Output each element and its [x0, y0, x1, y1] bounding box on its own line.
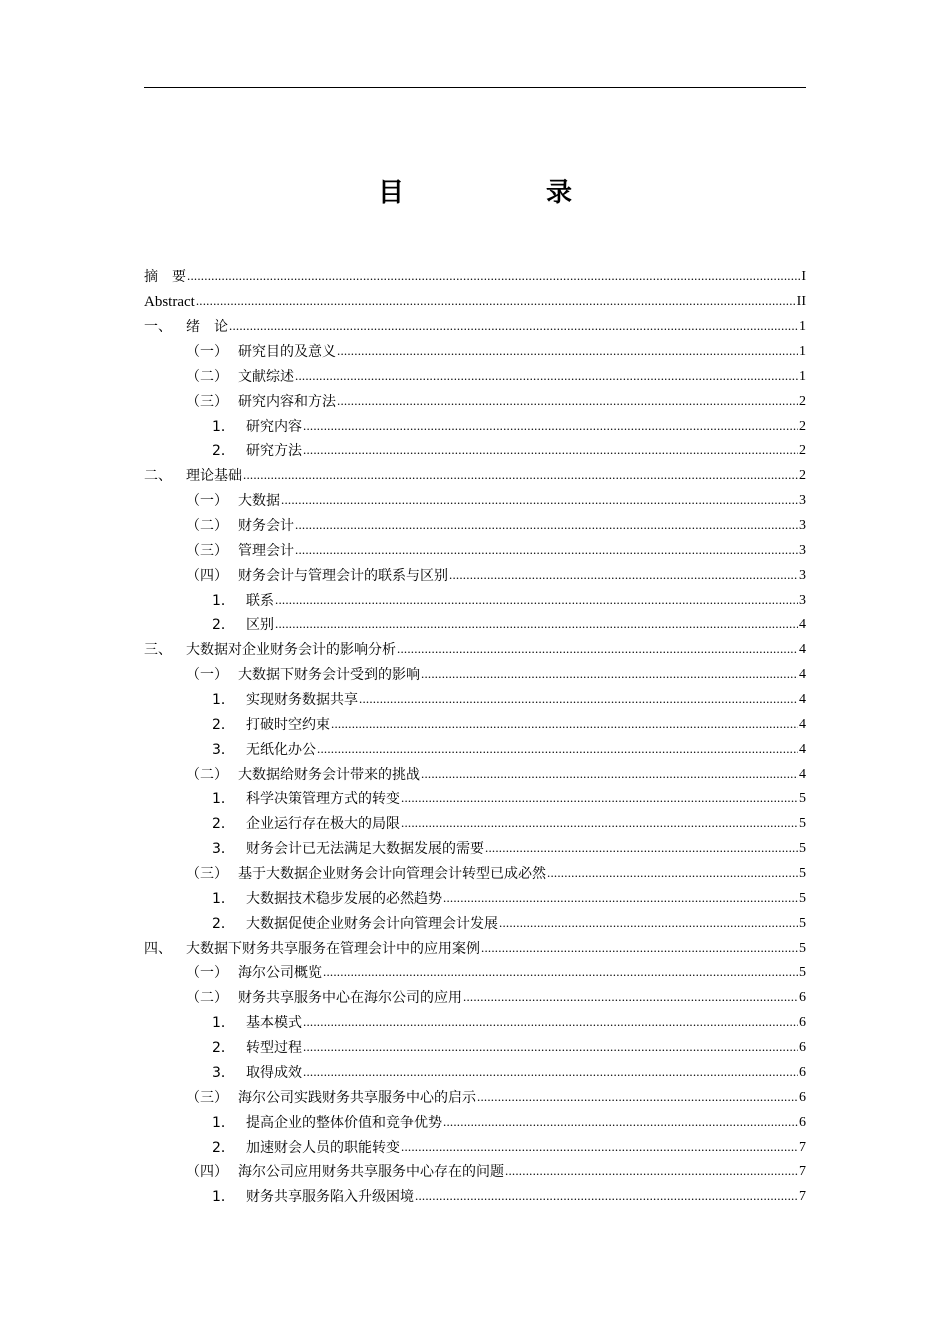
toc-entry[interactable]: [144, 812, 806, 837]
toc-entry-page-number: 7: [799, 1164, 806, 1180]
toc-entry-number: （三）: [186, 542, 228, 559]
toc-entry-page-number: 3: [799, 542, 806, 558]
dot-leader: [397, 643, 798, 657]
toc-entry-number: 1．: [212, 890, 235, 907]
dot-leader: [499, 917, 798, 931]
toc-entry[interactable]: [144, 712, 806, 737]
toc-entry-label: 研究内容: [246, 418, 302, 435]
toc-entry-label: 理论基础: [186, 468, 242, 485]
toc-entry[interactable]: [144, 1085, 806, 1110]
toc-entry-number: 2．: [212, 816, 235, 833]
toc-entry-page-number: 5: [799, 866, 806, 882]
toc-entry-number: （二）: [186, 766, 228, 783]
dot-leader: [281, 494, 798, 508]
toc-entry-page-number: 7: [799, 1139, 806, 1155]
dot-leader: [303, 420, 798, 434]
toc-entry-page-number: 4: [799, 667, 806, 683]
header-rule: [144, 87, 806, 88]
toc-entry[interactable]: [144, 588, 806, 613]
toc-entry-number: 3．: [212, 741, 235, 758]
dot-leader: [359, 693, 798, 707]
toc-entry[interactable]: [144, 489, 806, 514]
dot-leader: [485, 842, 798, 856]
dot-leader: [401, 792, 798, 806]
toc-entry-number: （三）: [186, 393, 228, 410]
toc-entry[interactable]: [144, 464, 806, 489]
toc-entry-label: 文献综述: [238, 368, 294, 385]
toc-entry-label: 财务会计与管理会计的联系与区别: [238, 567, 448, 584]
toc-entry[interactable]: [144, 762, 806, 787]
dot-leader: [303, 1016, 798, 1030]
toc-entry-label: 大数据给财务会计带来的挑战: [238, 766, 420, 783]
toc-entry-label: 摘 要: [144, 269, 186, 286]
toc-entry-page-number: 4: [799, 617, 806, 633]
toc-entry[interactable]: [144, 787, 806, 812]
toc-entry-page-number: II: [796, 294, 806, 310]
toc-entry-label: 转型过程: [246, 1040, 302, 1057]
dot-leader: [196, 295, 796, 309]
toc-entry-page-number: I: [801, 269, 806, 285]
toc-entry[interactable]: [144, 364, 806, 389]
toc-entry-label: 财务会计: [238, 518, 294, 535]
toc-entry-page-number: 5: [799, 841, 806, 857]
toc-entry-number: （三）: [186, 866, 228, 883]
toc-entry[interactable]: [144, 265, 806, 290]
toc-entry-page-number: 7: [799, 1189, 806, 1205]
toc-entry[interactable]: [144, 414, 806, 439]
dot-leader: [421, 768, 798, 782]
toc-entry-page-number: 5: [799, 890, 806, 906]
toc-entry-label: 研究内容和方法: [238, 393, 336, 410]
toc-entry[interactable]: [144, 986, 806, 1011]
dot-leader: [337, 345, 798, 359]
toc-entry-label: 取得成效: [246, 1064, 302, 1081]
toc-entry[interactable]: [144, 1061, 806, 1086]
toc-entry-label: 财务会计已无法满足大数据发展的需要: [246, 841, 484, 858]
toc-entry-label: 海尔公司应用财务共享服务中心存在的问题: [238, 1164, 504, 1181]
toc-entry-label: 财务共享服务陷入升级困境: [246, 1189, 414, 1206]
toc-entry[interactable]: [144, 688, 806, 713]
toc-entry-page-number: 4: [799, 716, 806, 732]
toc-entry[interactable]: [144, 563, 806, 588]
toc-entry[interactable]: [144, 886, 806, 911]
toc-entry[interactable]: [144, 340, 806, 365]
toc-entry-page-number: 1: [799, 368, 806, 384]
dot-leader: [415, 1190, 798, 1204]
dot-leader: [295, 370, 798, 384]
toc-entry[interactable]: [144, 439, 806, 464]
dot-leader: [449, 569, 798, 583]
toc-entry-page-number: 6: [799, 1089, 806, 1105]
dot-leader: [229, 320, 798, 334]
toc-entry-number: （二）: [186, 990, 228, 1007]
toc-entry-label: 大数据下财务共享服务在管理会计中的应用案例: [186, 940, 480, 957]
toc-entry-number: （四）: [186, 1164, 228, 1181]
toc-entry-page-number: 6: [799, 1114, 806, 1130]
toc-entry-number: 1．: [212, 791, 235, 808]
toc-entry[interactable]: [144, 315, 806, 340]
toc-entry-number: 2．: [212, 1139, 235, 1156]
dot-leader: [443, 1116, 798, 1130]
toc-entry-label: 联系: [246, 592, 274, 609]
toc-entry-number: 3．: [212, 841, 235, 858]
dot-leader: [443, 892, 798, 906]
dot-leader: [303, 444, 798, 458]
dot-leader: [275, 618, 798, 632]
toc-entry[interactable]: [144, 638, 806, 663]
toc-entry-label: Abstract: [144, 293, 195, 310]
dot-leader: [331, 718, 798, 732]
toc-entry[interactable]: [144, 389, 806, 414]
toc-entry[interactable]: [144, 837, 806, 862]
toc-entry-label: 加速财会人员的职能转变: [246, 1139, 400, 1156]
toc-entry-label: 大数据技术稳步发展的必然趋势: [246, 890, 442, 907]
toc-entry-page-number: 4: [799, 642, 806, 658]
dot-leader: [303, 1066, 798, 1080]
toc-entry[interactable]: [144, 613, 806, 638]
toc-entry-label: 大数据对企业财务会计的影响分析: [186, 642, 396, 659]
toc-entry-page-number: 5: [799, 940, 806, 956]
toc-entry[interactable]: [144, 538, 806, 563]
toc-entry-page-number: 6: [799, 990, 806, 1006]
toc-entry-label: 提高企业的整体价值和竞争优势: [246, 1114, 442, 1131]
dot-leader: [295, 544, 798, 558]
toc-entry-page-number: 3: [799, 592, 806, 608]
toc-entry-number: 2．: [212, 617, 235, 634]
toc-entry-page-number: 2: [799, 443, 806, 459]
toc-entry-label: 大数据: [238, 493, 280, 510]
toc-entry-label: 大数据下财务会计受到的影响: [238, 667, 420, 684]
dot-leader: [303, 1041, 798, 1055]
dot-leader: [187, 270, 800, 284]
toc-entry-page-number: 6: [799, 1064, 806, 1080]
toc-entry-label: 海尔公司实践财务共享服务中心的启示: [238, 1089, 476, 1106]
toc-entry[interactable]: [144, 1185, 806, 1210]
toc-entry-label: 企业运行存在极大的局限: [246, 816, 400, 833]
toc-entry-number: 二、: [144, 468, 172, 485]
toc-entry-page-number: 3: [799, 567, 806, 583]
toc-entry-label: 无纸化办公: [246, 741, 316, 758]
toc-entry[interactable]: [144, 1160, 806, 1185]
toc-entry-page-number: 5: [799, 791, 806, 807]
dot-leader: [481, 942, 798, 956]
toc-entry-number: 三、: [144, 642, 172, 659]
toc-entry-label: 基于大数据企业财务会计向管理会计转型已成必然: [238, 866, 546, 883]
toc-entry-label: 实现财务数据共享: [246, 692, 358, 709]
toc-entry-number: 2．: [212, 915, 235, 932]
toc-entry-label: 研究目的及意义: [238, 344, 336, 360]
toc-entry-page-number: 5: [799, 816, 806, 832]
toc-entry[interactable]: [144, 862, 806, 887]
dot-leader: [421, 668, 798, 682]
toc-entry-page-number: 4: [799, 692, 806, 708]
toc-entry-page-number: 3: [799, 493, 806, 509]
toc-entry-number: 1．: [212, 692, 235, 709]
toc-entry-number: （二）: [186, 518, 228, 535]
dot-leader: [401, 1141, 798, 1155]
toc-entry-label: 财务共享服务中心在海尔公司的应用: [238, 990, 462, 1007]
toc-entry-label: 区别: [246, 617, 274, 634]
toc-entry-number: 2．: [212, 716, 235, 733]
toc-entry-number: 2．: [212, 443, 235, 460]
toc-entry-number: （三）: [186, 1089, 228, 1106]
toc-entry[interactable]: [144, 1036, 806, 1061]
toc-entry-page-number: 2: [799, 468, 806, 484]
toc-entry-label: 科学决策管理方式的转变: [246, 791, 400, 808]
toc-entry[interactable]: [144, 663, 806, 688]
dot-leader: [317, 743, 798, 757]
toc-entry-page-number: 4: [799, 766, 806, 782]
toc-entry-label: 大数据促使企业财务会计向管理会计发展: [246, 915, 498, 932]
toc-entry-number: （一）: [186, 667, 228, 684]
toc-entry-number: （一）: [186, 344, 228, 360]
toc-entry[interactable]: [144, 1110, 806, 1135]
dot-leader: [337, 395, 798, 409]
toc-entry-number: 1．: [212, 1189, 235, 1206]
toc-entry-number: 1．: [212, 1114, 235, 1131]
toc-entry-number: 一、: [144, 319, 172, 336]
toc-entry-number: 四、: [144, 940, 172, 957]
toc-entry-page-number: 3: [799, 518, 806, 534]
page-title: 目 录: [377, 178, 630, 208]
toc-entry-label: 海尔公司概览: [238, 965, 322, 982]
dot-leader: [401, 817, 798, 831]
toc-entry-number: （四）: [186, 567, 228, 584]
dot-leader: [295, 519, 798, 533]
toc-entry-page-number: 5: [799, 965, 806, 981]
toc-entry-page-number: 1: [799, 319, 806, 335]
toc-entry-number: 3．: [212, 1064, 235, 1081]
toc-entry-label: 基本模式: [246, 1015, 302, 1032]
toc-entry[interactable]: [144, 961, 806, 986]
toc-entry[interactable]: [144, 290, 806, 315]
toc-entry-number: （二）: [186, 368, 228, 385]
table-of-contents: [144, 265, 806, 1210]
toc-entry-page-number: 5: [799, 915, 806, 931]
toc-entry[interactable]: [144, 737, 806, 762]
toc-entry-page-number: 2: [799, 393, 806, 409]
dot-leader: [547, 867, 798, 881]
toc-entry-label: 研究方法: [246, 443, 302, 460]
toc-entry-page-number: 6: [799, 1015, 806, 1031]
dot-leader: [275, 594, 798, 608]
toc-entry-label: 打破时空约束: [246, 716, 330, 733]
dot-leader: [463, 991, 798, 1005]
toc-entry-number: 1．: [212, 418, 235, 435]
toc-entry-number: 2．: [212, 1040, 235, 1057]
toc-entry-number: 1．: [212, 592, 235, 609]
toc-entry-label: 管理会计: [238, 542, 294, 559]
dot-leader: [243, 469, 798, 483]
toc-entry[interactable]: [144, 514, 806, 539]
toc-entry[interactable]: [144, 936, 806, 961]
toc-entry[interactable]: [144, 1011, 806, 1036]
toc-entry-number: （一）: [186, 493, 228, 510]
toc-entry[interactable]: [144, 1135, 806, 1160]
toc-entry-page-number: 6: [799, 1040, 806, 1056]
toc-entry-page-number: 1: [799, 344, 806, 359]
toc-entry[interactable]: [144, 911, 806, 936]
toc-entry-page-number: 2: [799, 418, 806, 434]
toc-entry-label: 绪 论: [186, 319, 228, 336]
dot-leader: [323, 966, 798, 980]
dot-leader: [505, 1165, 798, 1179]
toc-entry-page-number: 4: [799, 741, 806, 757]
toc-entry-number: （一）: [186, 965, 228, 982]
toc-entry-number: 1．: [212, 1015, 235, 1032]
dot-leader: [477, 1091, 798, 1105]
